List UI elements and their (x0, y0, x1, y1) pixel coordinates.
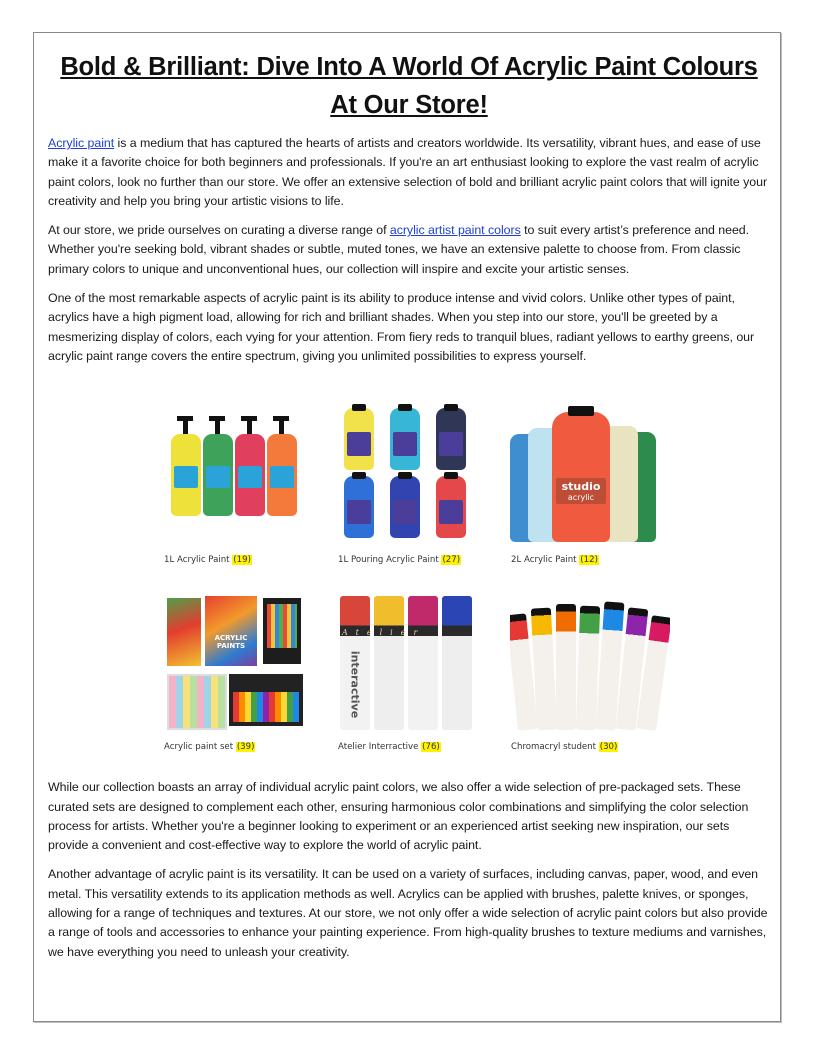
product-gallery (48, 376, 770, 768)
paragraph-sets: While our collection boasts an array of individual acrylic paint colors, we also offer a wide selection of pre-packaged sets. These curated sets are designed to complement each other, ensuring harmonious color combinations and simplifying the color selection process for artists. Whether you're a beginner looking to experiment or an experienced artist seeking new inspiration, our sets provide a convenient and cost-effective way to explore the world of acrylic paint. (48, 780, 749, 853)
product-image-1l-acrylic (163, 404, 323, 544)
product-count-badge: (12) (580, 555, 598, 566)
acrylic-artist-paint-colors-link[interactable]: acrylic artist paint colors (389, 223, 521, 238)
product-caption-1l-acrylic[interactable]: 1L Acrylic Paint (19) (164, 555, 251, 566)
product-count-badge: (30) (599, 742, 618, 753)
atelier-brand-text: Atelier (342, 628, 426, 638)
product-tile-1l-acrylic[interactable] (163, 404, 323, 544)
product-image-acrylic-set (163, 594, 323, 734)
paragraph-range (48, 221, 770, 279)
page-title: Bold & Brilliant: Dive Into A World Of Acrylic Paint Colours At Our Store! (60, 53, 758, 119)
product-count-badge: (39) (236, 742, 255, 753)
paragraph-intro-text: is a medium that has captured the hearts of artists and creators worldwide. Its versatility, vibrant hues, and ease of use make it a favorite choice for both beginners and professionals. If you're an art enthusiast looking to explore the vast realm of acrylic paint colors, look no further than our store. We offer an extensive selection of bold and brilliant acrylic paint colors that will ignite your creativity and help you bring your artistic visions to life. (48, 136, 768, 208)
studio-label-text: studio (561, 480, 601, 494)
product-tile-acrylic-set[interactable] (163, 594, 323, 734)
product-image-1l-pouring (338, 404, 498, 544)
product-image-atelier (338, 594, 498, 734)
product-count-badge: (19) (233, 555, 251, 566)
document-body (48, 48, 770, 972)
acrylic-paint-link[interactable]: Acrylic paint (48, 136, 115, 150)
product-caption-atelier[interactable]: Atelier Interractive (76) (338, 742, 440, 753)
paragraph-range-after: to suit every artist’s preference and need. Whether you're seeking bold, vibrant shades or subtle, muted tones, we have an extensive palette to choose from. From classic primary colors to unique and unconventional hues, our collection will inspire and excite your artistic senses. (48, 223, 750, 276)
paints-box-text: ACRYLIC PAINTS (214, 634, 248, 651)
paragraph-intro (48, 134, 770, 211)
product-caption-1l-pouring[interactable]: 1L Pouring Acrylic Paint (27) (338, 555, 461, 566)
product-count-badge: (27) (442, 555, 461, 566)
paragraph-range-before: At our store, we pride ourselves on curating a diverse range of (48, 223, 390, 238)
product-caption-acrylic-set[interactable]: Acrylic paint set (39) (164, 742, 255, 753)
product-tile-1l-pouring[interactable] (338, 404, 498, 544)
paragraph-vivid: One of the most remarkable aspects of acrylic paint is its ability to produce intense and vivid colors. Unlike other types of paint, acrylics have a high pigment load, allowing for rich and brilliant shades. When you step into our store, you'll be greeted by a mesmerizing display of colors, each vying for your attention. From fiery reds to tranquil blues, radiant yellows to earthy greens, our acrylic paint range covers the entire spectrum, giving you unlimited possibilities to express yourself. (48, 291, 755, 363)
acrylic-label-text: acrylic (567, 493, 595, 503)
product-count-badge: (76) (422, 742, 440, 753)
product-tile-2l-acrylic[interactable] (510, 404, 670, 544)
product-tile-atelier[interactable] (338, 594, 498, 734)
product-image-chromacryl (510, 594, 670, 734)
product-caption-2l-acrylic[interactable]: 2L Acrylic Paint (12) (511, 555, 598, 566)
product-image-2l-acrylic (510, 404, 670, 544)
product-caption-chromacryl[interactable]: Chromacryl student (30) (511, 742, 618, 753)
paragraph-versatility: Another advantage of acrylic paint is its versatility. It can be used on a variety of surfaces, including canvas, paper, wood, and even metal. This versatility extends to its application methods as well. Acrylics can be applied with brushes, palette knives, or sponges, allowing for a range of techniques and textures. At our store, we not only offer a wide selection of acrylic paint colors but also provide a range of tools and accessories to enhance your painting experience. From high-quality brushes to texture mediums and varnishes, we have everything you need to unleash your creativity. (48, 867, 768, 959)
product-tile-chromacryl[interactable] (510, 594, 670, 734)
interactive-label-text: interactive (348, 651, 362, 719)
